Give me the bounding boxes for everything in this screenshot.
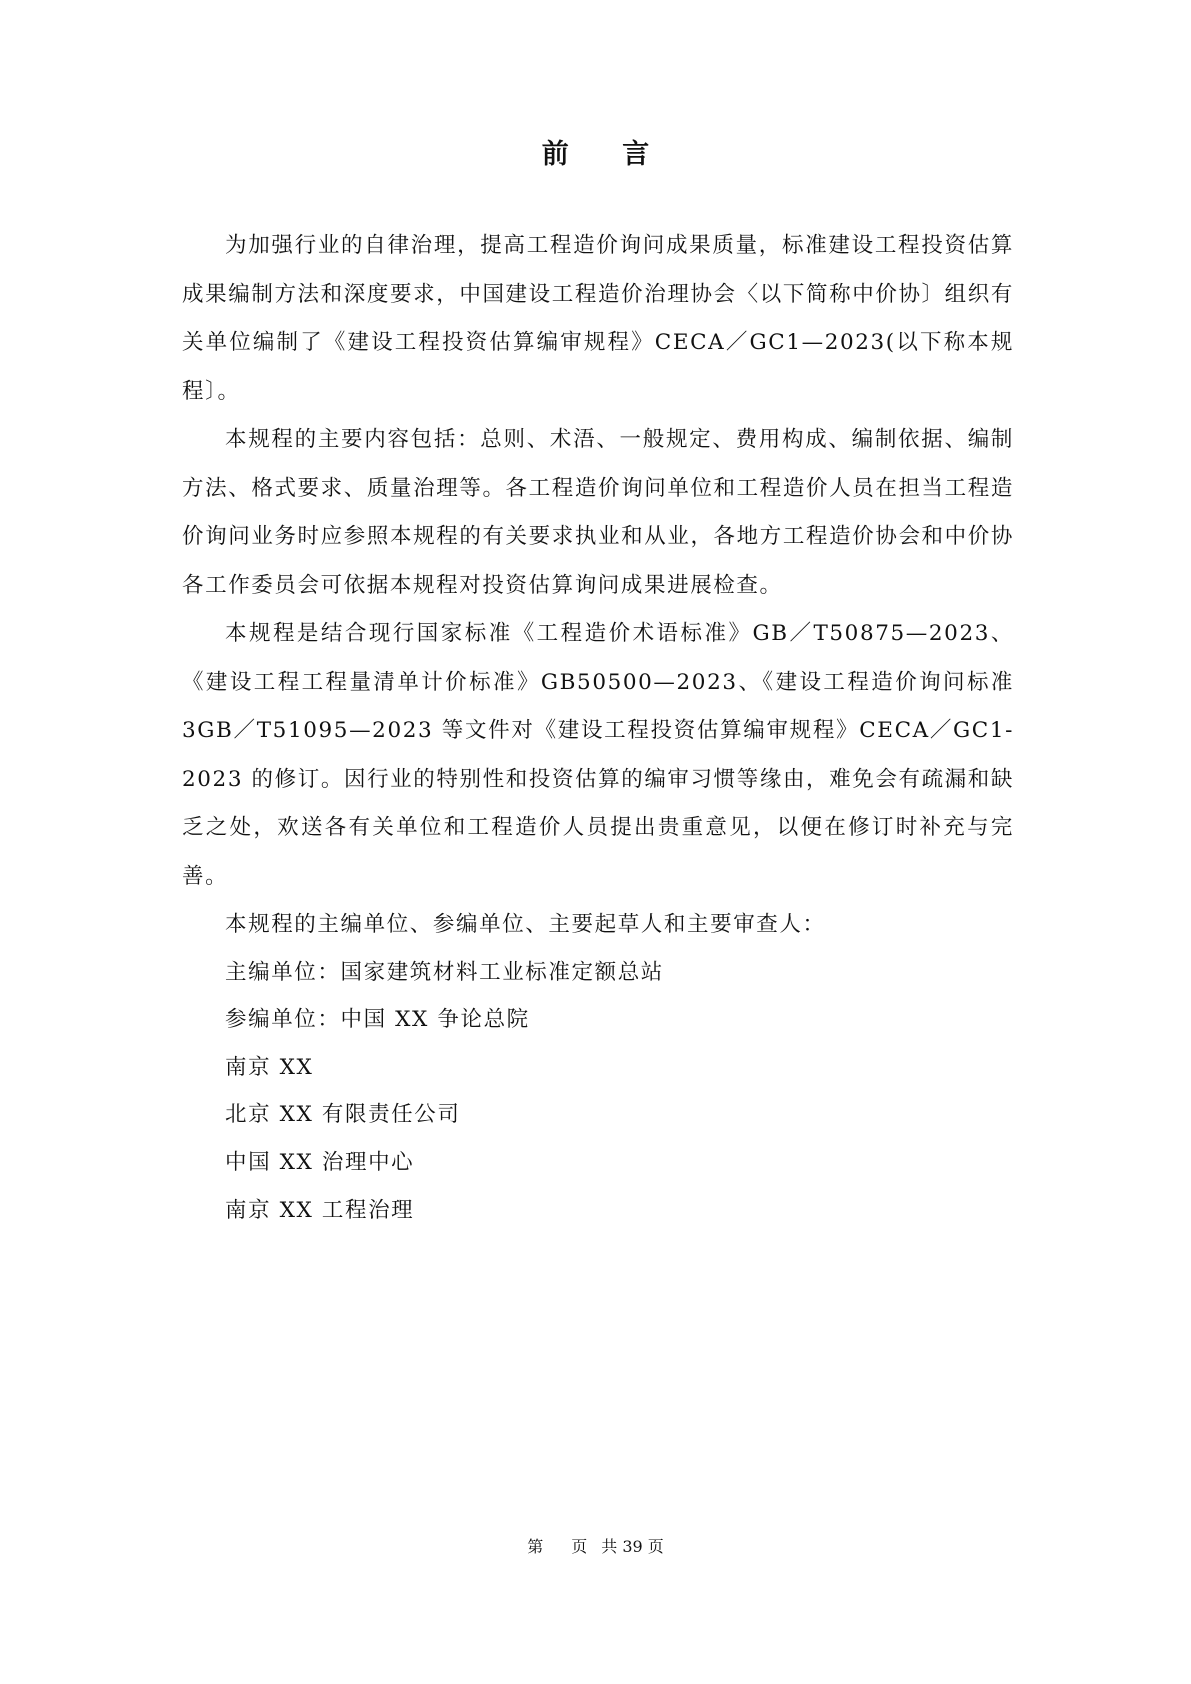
participating-unit: 中国 XX 治理中心 xyxy=(225,1149,415,1175)
units-heading: 本规程的主编单位、参编单位、主要起草人和主要审查人： xyxy=(225,912,826,937)
participating-unit: 南京 XX xyxy=(225,1054,314,1080)
footer-prefix: 第 xyxy=(527,1537,544,1556)
paragraph-intro: 为加强行业的自律治理，提高工程造价询问成果质量，标准建设工程投资估算成果编制方法和深度要求，中国建设工程造价治理协会〈以下简称中价协〕组织有关单位编制了《建设工程投资估算编审规程》CECA／GC1—2023(以下称本规程〕。 xyxy=(182,233,1014,404)
page-title: 前 言 xyxy=(541,139,672,170)
participating-unit: 南京 XX 工程治理 xyxy=(225,1197,415,1223)
footer-suffix: 页 xyxy=(647,1537,664,1556)
footer-total-label: 共 xyxy=(601,1537,618,1556)
page-footer xyxy=(0,1534,1191,1557)
paragraph-contents: 本规程的主要内容包括：总则、术浯、一般规定、费用构成、编制依据、编制方法、格式要求、质量治理等。各工程造价询问单位和工程造价人员在担当工程造价询问业务时应参照本规程的有关要求执业和从业，各地方工程造价协会和中价协各工作委员会可依据本规程对投资估算询问成果进展检查。 xyxy=(182,427,1014,598)
paragraph-revision: 本规程是结合现行国家标准《工程造价术语标准》GB／T50875—2023、《建设工程工程量清单计价标准》GB50500—2023、《建设工程造价询问标准 3GB／T51095—2023 等文件对《建设工程投资估算编审规程》CECA／GC1-2023 的修订。因行业的特别性和投资估算的编审习惯等缘由，难免会有疏漏和缺乏之处，欢送各有关单位和工程造价人员提出贵重意见，以便在修订时补充与完善。 xyxy=(182,621,1014,889)
participating-unit: 北京 XX 有限责任公司 xyxy=(225,1102,461,1128)
chief-editor-unit: 主编单位：国家建筑材料工业标准定额总站 xyxy=(225,959,664,985)
document-body xyxy=(182,222,1014,1234)
participating-unit: 参编单位：中国 XX 争论总院 xyxy=(225,1007,530,1033)
footer-total-pages: 39 xyxy=(622,1537,643,1556)
footer-middle: 页 xyxy=(571,1537,588,1556)
